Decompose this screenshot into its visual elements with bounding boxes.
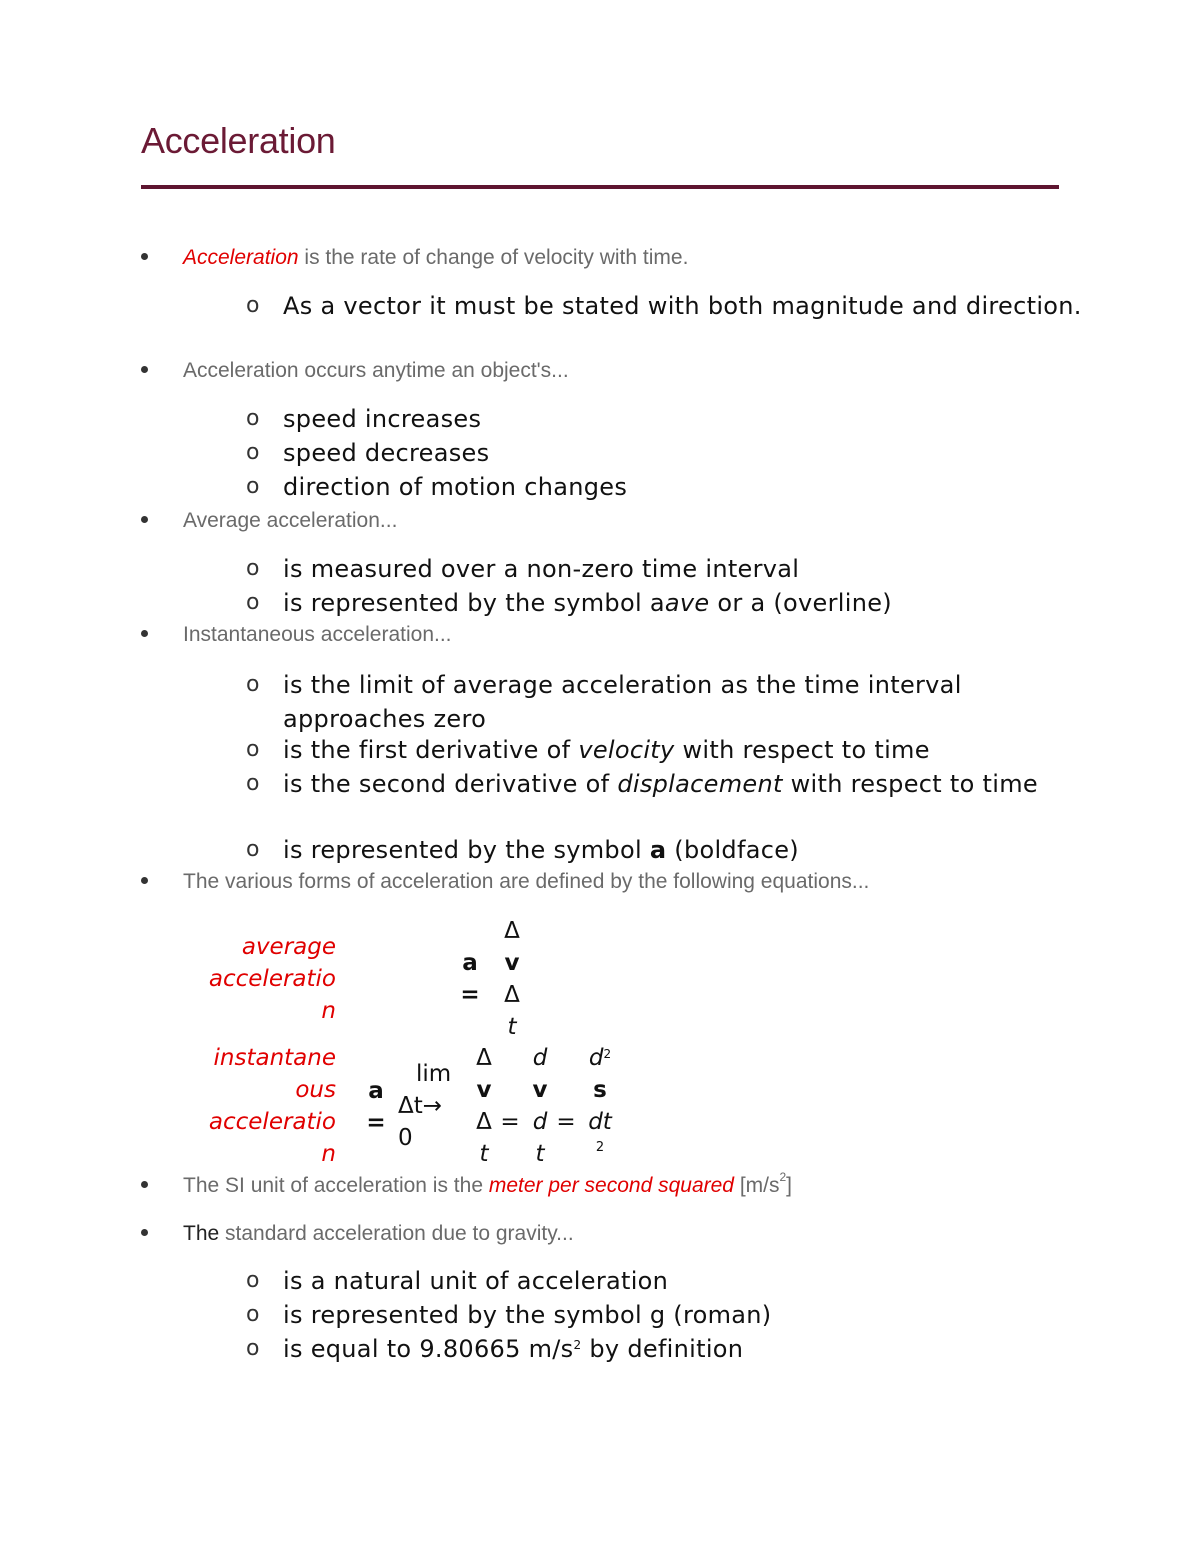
circle-bullet-icon: o <box>246 440 260 465</box>
bullet-occurs <box>141 359 569 383</box>
page-title: Acceleration <box>141 120 336 161</box>
bullet-icon <box>141 1222 183 1246</box>
bullet-icon <box>141 509 183 533</box>
sub-item-text: speed increases <box>283 405 482 433</box>
sub-item <box>246 402 1083 436</box>
instantaneous-acceleration-label: instantane ous acceleratio n <box>208 1045 336 1167</box>
circle-bullet-icon: o <box>246 737 260 762</box>
sub-item-text: is the first derivative of velocity with respect to time <box>283 736 930 764</box>
bullet-gravity: The standard acceleration due to gravity... <box>141 1222 574 1246</box>
circle-bullet-icon: o <box>246 556 260 581</box>
sub-item <box>246 1332 1083 1366</box>
bullet-text: is the rate of change of velocity with time. <box>298 246 689 269</box>
sub-item <box>246 289 1083 323</box>
sub-item <box>246 733 1083 767</box>
instantaneous-fraction-dv-dt: d v d t <box>532 1045 548 1167</box>
title-underline <box>141 185 1059 189</box>
sub-item <box>246 586 1083 620</box>
bullet-si-unit: The SI unit of acceleration is the meter per second squared $[m/s^2]$ <box>141 1174 792 1198</box>
bullet-text: Acceleration occurs anytime an object's... <box>183 359 569 382</box>
circle-bullet-icon: o <box>246 1268 260 1293</box>
sub-item-text: is represented by the symbol g (roman) <box>283 1301 772 1329</box>
sub-item-text: is represented by the symbol a (boldface) <box>283 836 799 864</box>
sub-item-text: is a natural unit of acceleration <box>283 1267 669 1295</box>
instantaneous-fraction-delta: Δ v Δ t <box>476 1045 492 1167</box>
average-acceleration-label: average acceleratio n <box>208 934 336 1024</box>
bullet-icon <box>141 359 183 383</box>
sub-item <box>246 552 1083 586</box>
bullet-icon <box>141 623 183 647</box>
sub-item <box>246 668 1063 736</box>
sub-item-text: is equal to 9.80665 $m/s^2$ by definition <box>283 1335 744 1363</box>
sub-item <box>246 833 1083 867</box>
sub-item-text: is represented by the symbol aave or a (overline) <box>283 589 892 617</box>
sub-item-text: is the second derivative of displacement with respect to time <box>283 770 1038 798</box>
sub-item-text: direction of motion changes <box>283 473 628 501</box>
circle-bullet-icon: o <box>246 771 260 796</box>
sub-item <box>246 1264 1083 1298</box>
circle-bullet-icon: o <box>246 1302 260 1327</box>
bullet-text: The various forms of acceleration are defined by the following equations... <box>183 870 870 893</box>
sub-item-text: is the limit of average acceleration as the time interval approaches zero <box>283 671 962 733</box>
bullet-icon <box>141 1174 183 1198</box>
equals-sign: = <box>556 1109 576 1135</box>
sub-item <box>246 470 1083 504</box>
instantaneous-lhs: a = <box>366 1078 386 1136</box>
circle-bullet-icon: o <box>246 672 260 697</box>
circle-bullet-icon: o <box>246 1336 260 1361</box>
instantaneous-fraction-d2s-dt2: $d^2$ s dt 2 <box>588 1045 612 1155</box>
equals-sign: = <box>500 1109 520 1135</box>
sub-item-text: is measured over a non-zero time interval <box>283 555 800 583</box>
average-lhs: a = <box>460 950 480 1008</box>
bullet-icon <box>141 870 183 894</box>
limit-operator: lim Δt→ 0 <box>398 1061 452 1151</box>
bullet-equations <box>141 870 869 894</box>
circle-bullet-icon: o <box>246 406 260 431</box>
bullet-average <box>141 509 397 533</box>
sub-item <box>246 767 1073 801</box>
bullet-instantaneous <box>141 623 452 647</box>
term-acceleration: Acceleration <box>183 246 299 269</box>
term-si-unit: meter per second squared <box>488 1174 734 1197</box>
circle-bullet-icon: o <box>246 590 260 615</box>
average-fraction: Δ v Δ t <box>504 918 520 1040</box>
sub-item-text: As a vector it must be stated with both magnitude and direction. <box>283 292 1082 320</box>
bullet-icon <box>141 246 183 270</box>
circle-bullet-icon: o <box>246 837 260 862</box>
circle-bullet-icon: o <box>246 474 260 499</box>
bullet-definition <box>141 246 688 270</box>
circle-bullet-icon: o <box>246 293 260 318</box>
bullet-text: Average acceleration... <box>183 509 398 532</box>
sub-item <box>246 1298 1083 1332</box>
sub-item <box>246 436 1083 470</box>
sub-item-text: speed decreases <box>283 439 490 467</box>
bullet-text: Instantaneous acceleration... <box>183 623 452 646</box>
